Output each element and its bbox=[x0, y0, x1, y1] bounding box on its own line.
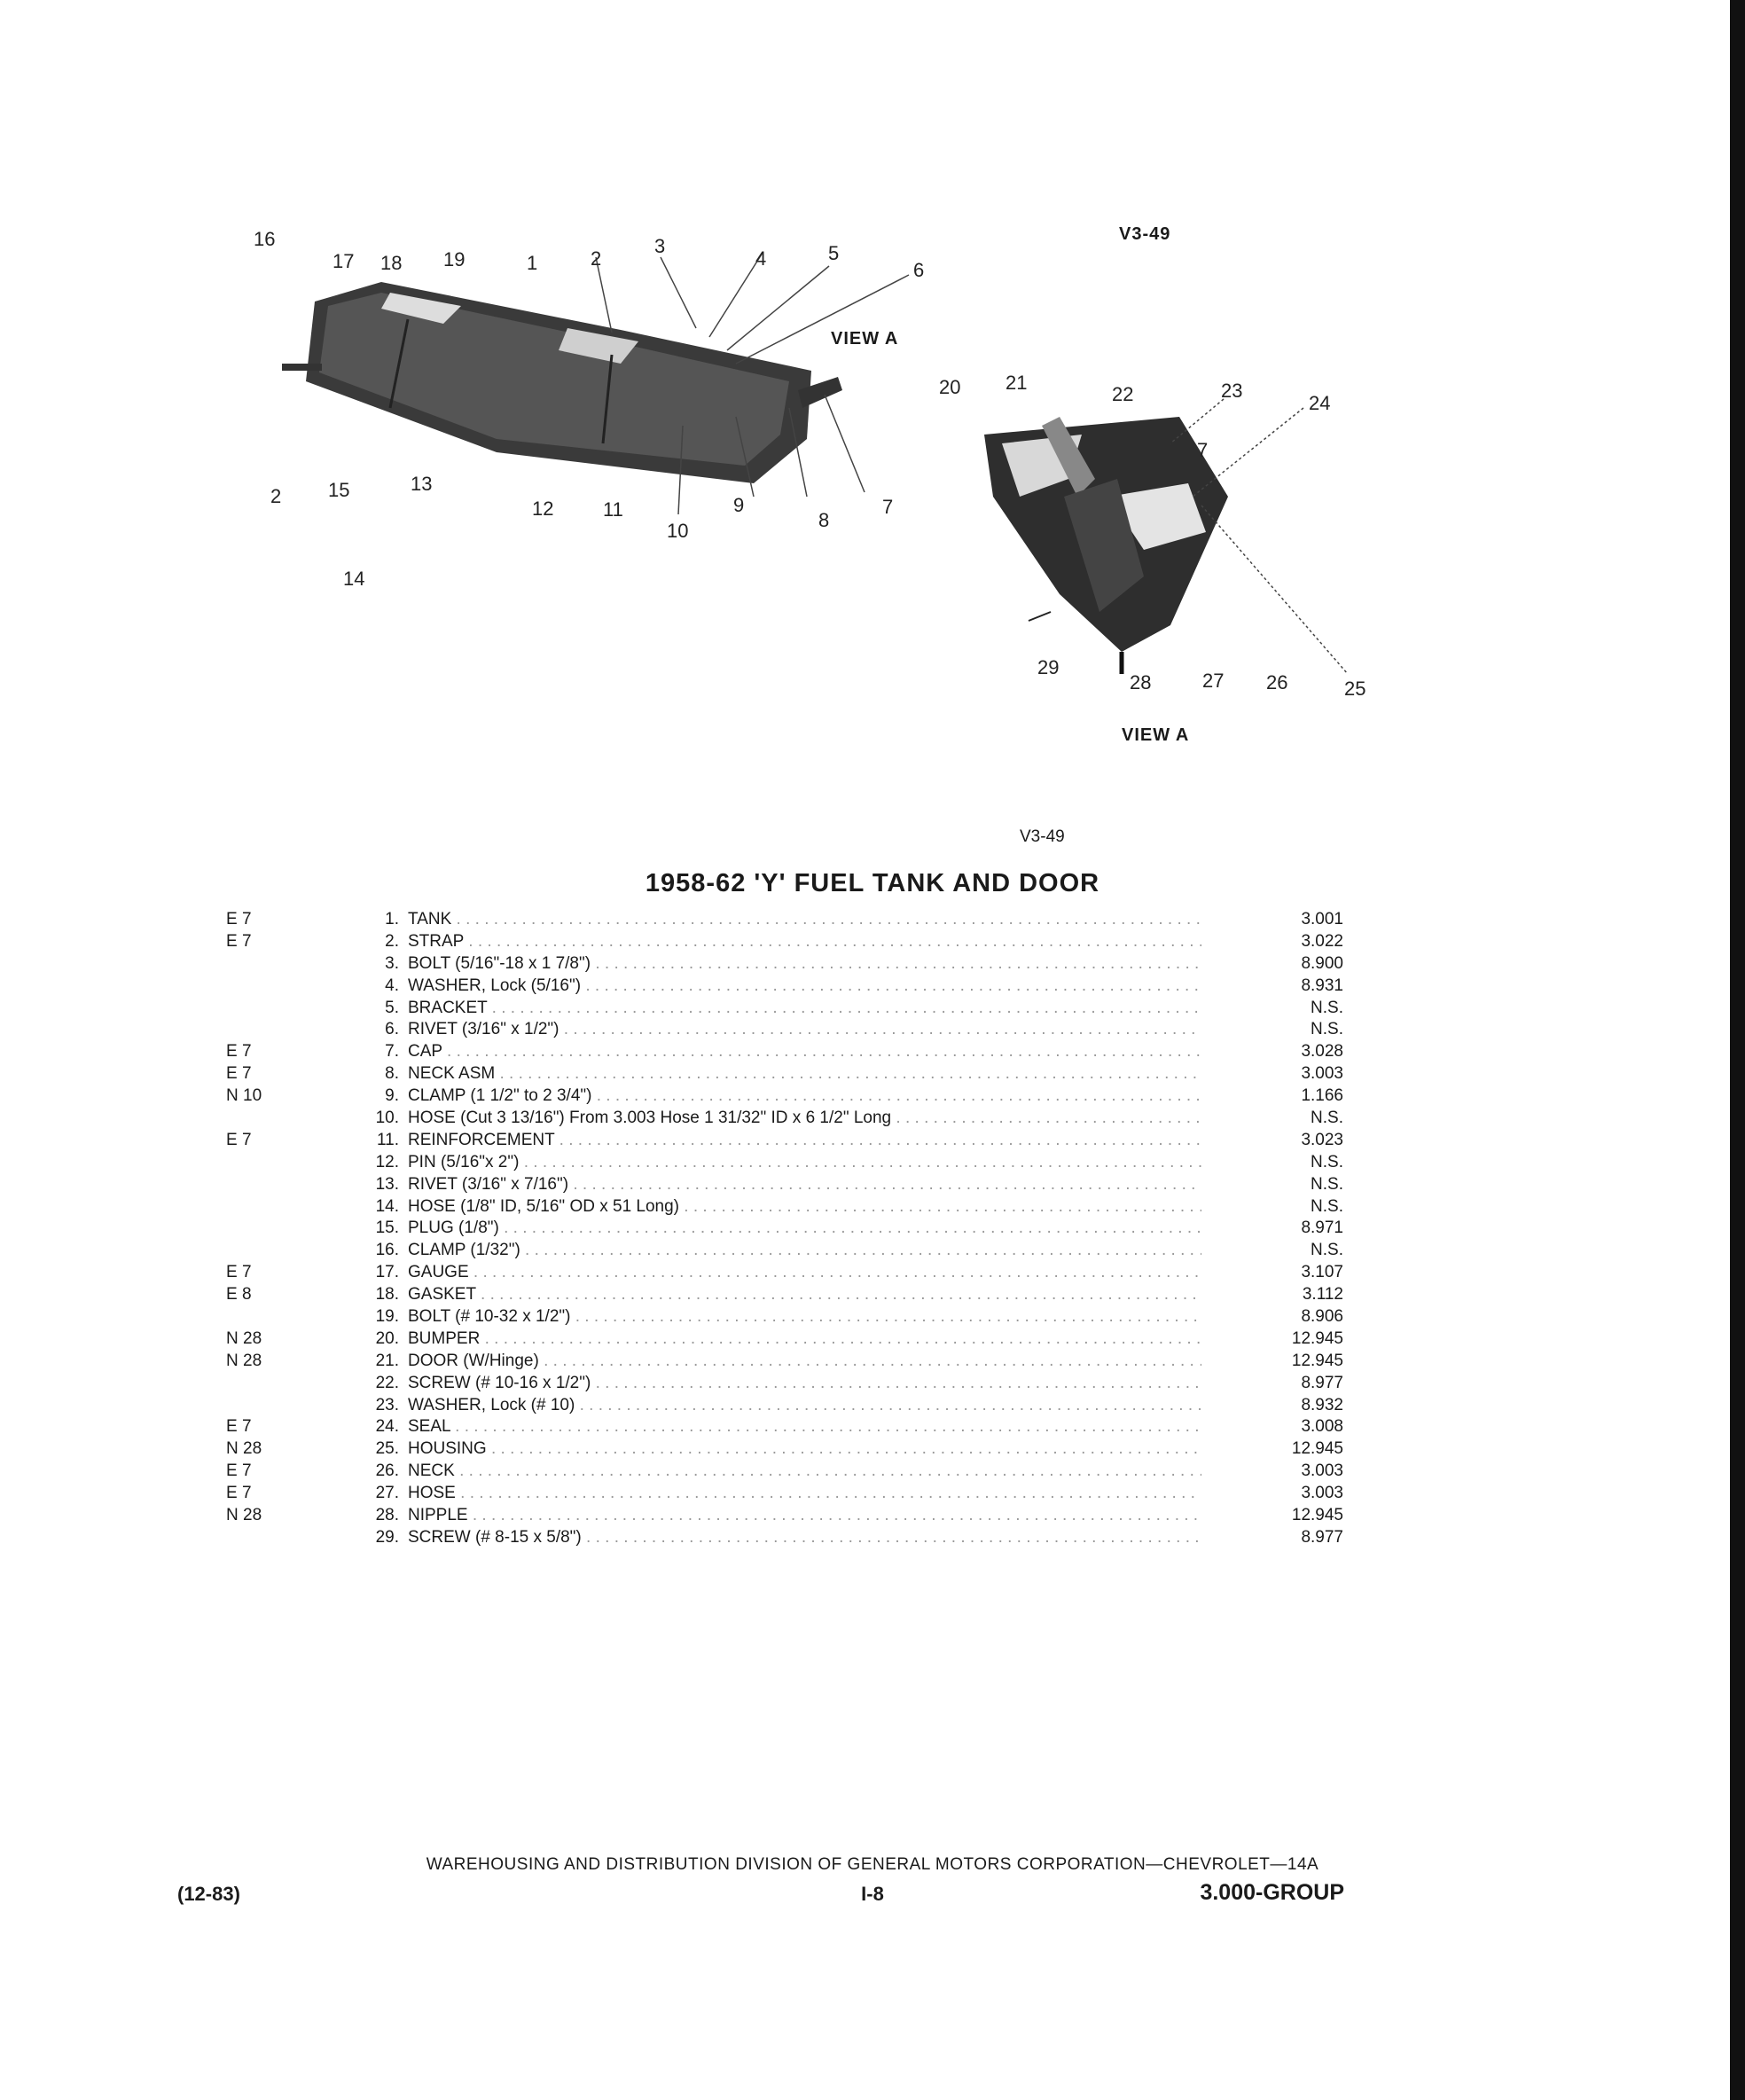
parts-group-number: 3.107 bbox=[1301, 1263, 1343, 1282]
parts-class-code: E 8 bbox=[226, 1285, 252, 1305]
ref-code-top: V3-49 bbox=[1119, 224, 1171, 244]
parts-description: BUMPER . . . bbox=[408, 1328, 1201, 1351]
callout-10: 10 bbox=[667, 520, 689, 542]
parts-description: CLAMP (1 1/2" to 2 3/4") . . . bbox=[408, 1085, 1201, 1108]
parts-description: SCREW (# 8-15 x 5/8") . . . bbox=[408, 1527, 1201, 1549]
parts-group-number: 1.166 bbox=[1301, 1086, 1343, 1106]
callout-17: 17 bbox=[333, 250, 355, 272]
callout-1: 1 bbox=[527, 252, 538, 274]
parts-row bbox=[226, 1152, 1343, 1174]
parts-row bbox=[226, 1527, 1343, 1549]
parts-class-code: E 7 bbox=[226, 1484, 252, 1503]
parts-item-number: 28. bbox=[375, 1506, 399, 1525]
view-a-label-bottom: VIEW A bbox=[1122, 725, 1190, 745]
callout-5: 5 bbox=[828, 242, 840, 264]
callout-3: 3 bbox=[654, 235, 666, 257]
parts-row bbox=[226, 1262, 1343, 1284]
parts-description: HOSE (1/8" ID, 5/16" OD x 51 Long) . . . bbox=[408, 1196, 1201, 1218]
parts-class-code: E 7 bbox=[226, 1042, 252, 1062]
parts-item-number: 1. bbox=[385, 910, 399, 929]
parts-row bbox=[226, 1063, 1343, 1085]
parts-class-code: N 28 bbox=[226, 1439, 262, 1459]
callout-4: 4 bbox=[755, 247, 767, 270]
footer-date: (12-83) bbox=[177, 1883, 240, 1905]
parts-row bbox=[226, 1085, 1343, 1108]
view-a-label-top: VIEW A bbox=[831, 329, 899, 349]
parts-item-number: 12. bbox=[375, 1152, 399, 1171]
parts-description: STRAP . . . bbox=[408, 931, 1201, 953]
parts-item-number: 29. bbox=[375, 1527, 399, 1547]
parts-group-number: 3.008 bbox=[1301, 1417, 1343, 1437]
parts-item-number: 7. bbox=[385, 1042, 399, 1062]
callout-25: 25 bbox=[1344, 678, 1366, 700]
parts-class-code: E 7 bbox=[226, 1263, 252, 1282]
parts-row bbox=[226, 1041, 1343, 1063]
callout-6: 6 bbox=[913, 259, 925, 281]
parts-group-number: 8.971 bbox=[1301, 1218, 1343, 1238]
parts-list bbox=[226, 909, 1343, 1549]
parts-description: WASHER, Lock (# 10) . . . bbox=[408, 1395, 1201, 1417]
callout-24: 24 bbox=[1309, 392, 1331, 414]
parts-class-code: N 10 bbox=[226, 1086, 262, 1106]
parts-description: HOUSING . . . bbox=[408, 1438, 1201, 1461]
parts-group-number: N.S. bbox=[1311, 1196, 1343, 1216]
view-a-drawing bbox=[984, 417, 1228, 674]
callout-8: 8 bbox=[818, 509, 830, 531]
callout-16: 16 bbox=[254, 228, 276, 250]
parts-class-code: N 28 bbox=[226, 1328, 262, 1348]
parts-group-number: 8.977 bbox=[1301, 1527, 1343, 1547]
parts-group-number: N.S. bbox=[1311, 1109, 1343, 1128]
parts-class-code: E 7 bbox=[226, 910, 252, 929]
scan-edge-border bbox=[1730, 0, 1745, 2100]
parts-group-number: 12.945 bbox=[1291, 1328, 1343, 1348]
parts-description: BOLT (5/16"-18 x 1 7/8") . . . bbox=[408, 953, 1201, 976]
parts-row bbox=[226, 931, 1343, 953]
parts-row bbox=[226, 1373, 1343, 1395]
footer-page-number: I-8 bbox=[861, 1883, 884, 1905]
callout-2: 2 bbox=[591, 247, 602, 270]
parts-description: NECK ASM . . . bbox=[408, 1063, 1201, 1085]
fuel-tank-drawing bbox=[282, 282, 842, 483]
parts-item-number: 4. bbox=[385, 976, 399, 995]
parts-group-number: 8.977 bbox=[1301, 1373, 1343, 1392]
parts-row bbox=[226, 1483, 1343, 1505]
parts-item-number: 18. bbox=[375, 1285, 399, 1305]
parts-class-code: N 28 bbox=[226, 1351, 262, 1370]
parts-item-number: 27. bbox=[375, 1484, 399, 1503]
parts-class-code: E 7 bbox=[226, 1064, 252, 1084]
parts-group-number: 3.001 bbox=[1301, 910, 1343, 929]
parts-item-number: 10. bbox=[375, 1109, 399, 1128]
callout-28: 28 bbox=[1130, 671, 1152, 693]
parts-description: NECK . . . bbox=[408, 1461, 1201, 1483]
footer-group: 3.000-GROUP bbox=[1200, 1880, 1344, 1905]
parts-item-number: 14. bbox=[375, 1196, 399, 1216]
parts-class-code: E 7 bbox=[226, 1130, 252, 1149]
parts-row bbox=[226, 1351, 1343, 1373]
callout-18: 18 bbox=[380, 252, 403, 274]
callout-26: 26 bbox=[1266, 671, 1288, 693]
exploded-diagram bbox=[0, 0, 1745, 798]
parts-group-number: 3.022 bbox=[1301, 931, 1343, 951]
parts-item-number: 6. bbox=[385, 1020, 399, 1039]
parts-row bbox=[226, 1438, 1343, 1461]
parts-item-number: 9. bbox=[385, 1086, 399, 1106]
callout-14: 14 bbox=[343, 568, 365, 590]
parts-description: GAUGE . . . bbox=[408, 1262, 1201, 1284]
parts-class-code: N 28 bbox=[226, 1506, 262, 1525]
parts-group-number: 3.023 bbox=[1301, 1130, 1343, 1149]
parts-row bbox=[226, 1019, 1343, 1041]
parts-description: BOLT (# 10-32 x 1/2") . . . bbox=[408, 1306, 1201, 1328]
parts-item-number: 16. bbox=[375, 1241, 399, 1260]
parts-group-number: N.S. bbox=[1311, 998, 1343, 1017]
parts-group-number: 3.112 bbox=[1302, 1285, 1343, 1305]
parts-group-number: 8.906 bbox=[1301, 1307, 1343, 1327]
parts-description: SCREW (# 10-16 x 1/2") . . . bbox=[408, 1373, 1201, 1395]
parts-group-number: 12.945 bbox=[1291, 1506, 1343, 1525]
parts-row bbox=[226, 998, 1343, 1020]
parts-item-number: 2. bbox=[385, 931, 399, 951]
parts-description: REINFORCEMENT . . . bbox=[408, 1130, 1201, 1152]
parts-description: RIVET (3/16" x 7/16") . . . bbox=[408, 1174, 1201, 1196]
parts-item-number: 15. bbox=[375, 1218, 399, 1238]
parts-group-number: 12.945 bbox=[1291, 1439, 1343, 1459]
parts-group-number: 8.900 bbox=[1301, 953, 1343, 973]
parts-group-number: N.S. bbox=[1311, 1152, 1343, 1171]
callout-2b: 2 bbox=[270, 485, 282, 507]
parts-group-number: N.S. bbox=[1311, 1020, 1343, 1039]
parts-description: RIVET (3/16" x 1/2") . . . bbox=[408, 1019, 1201, 1041]
callout-7b: 7 bbox=[1197, 439, 1209, 461]
parts-item-number: 25. bbox=[375, 1439, 399, 1459]
parts-row bbox=[226, 909, 1343, 931]
parts-description: GASKET . . . bbox=[408, 1284, 1201, 1306]
parts-row bbox=[226, 1328, 1343, 1351]
callout-23: 23 bbox=[1221, 380, 1243, 402]
parts-item-number: 21. bbox=[375, 1351, 399, 1370]
parts-item-number: 11. bbox=[376, 1130, 399, 1149]
parts-item-number: 3. bbox=[385, 953, 399, 973]
callout-20: 20 bbox=[939, 376, 961, 398]
callout-15: 15 bbox=[328, 479, 350, 501]
parts-group-number: 3.003 bbox=[1301, 1484, 1343, 1503]
parts-description: DOOR (W/Hinge) . . . bbox=[408, 1351, 1201, 1373]
page-title: 1958-62 'Y' FUEL TANK AND DOOR bbox=[645, 869, 1100, 897]
parts-row bbox=[226, 1240, 1343, 1262]
parts-row bbox=[226, 1416, 1343, 1438]
footer-publisher-line: WAREHOUSING AND DISTRIBUTION DIVISION OF GENERAL MOTORS CORPORATION—CHEVROLET—14A bbox=[426, 1855, 1319, 1874]
parts-group-number: 3.028 bbox=[1301, 1042, 1343, 1062]
parts-description: HOSE (Cut 3 13/16") From 3.003 Hose 1 31/32" ID x 6 1/2" Long . . . bbox=[408, 1108, 1201, 1130]
parts-row bbox=[226, 1174, 1343, 1196]
parts-row bbox=[226, 1461, 1343, 1483]
parts-group-number: N.S. bbox=[1311, 1241, 1343, 1260]
parts-description: PLUG (1/8") . . . bbox=[408, 1218, 1201, 1240]
parts-group-number: 3.003 bbox=[1301, 1064, 1343, 1084]
parts-class-code: E 7 bbox=[226, 1417, 252, 1437]
parts-description: HOSE . . . bbox=[408, 1483, 1201, 1505]
callout-27: 27 bbox=[1202, 670, 1225, 692]
parts-item-number: 8. bbox=[385, 1064, 399, 1084]
parts-class-code: E 7 bbox=[226, 1461, 252, 1481]
parts-row bbox=[226, 1284, 1343, 1306]
parts-description: WASHER, Lock (5/16") . . . bbox=[408, 976, 1201, 998]
parts-row bbox=[226, 1306, 1343, 1328]
parts-row bbox=[226, 1196, 1343, 1218]
parts-row bbox=[226, 976, 1343, 998]
parts-row bbox=[226, 953, 1343, 976]
parts-description: BRACKET . . . bbox=[408, 998, 1201, 1020]
callout-19: 19 bbox=[443, 248, 466, 270]
parts-group-number: 3.003 bbox=[1301, 1461, 1343, 1481]
callout-12: 12 bbox=[532, 498, 554, 520]
parts-group-number: 12.945 bbox=[1291, 1351, 1343, 1370]
parts-description: CLAMP (1/32") . . . bbox=[408, 1240, 1201, 1262]
callout-22: 22 bbox=[1112, 383, 1134, 405]
parts-row bbox=[226, 1505, 1343, 1527]
parts-class-code: E 7 bbox=[226, 931, 252, 951]
parts-item-number: 26. bbox=[375, 1461, 399, 1481]
parts-description: CAP . . . bbox=[408, 1041, 1201, 1063]
parts-description: SEAL . . . bbox=[408, 1416, 1201, 1438]
parts-item-number: 13. bbox=[375, 1174, 399, 1194]
parts-row bbox=[226, 1218, 1343, 1240]
callout-29: 29 bbox=[1037, 656, 1060, 678]
parts-group-number: N.S. bbox=[1311, 1174, 1343, 1194]
callout-11: 11 bbox=[603, 498, 623, 521]
parts-group-number: 8.931 bbox=[1301, 976, 1343, 995]
callout-9: 9 bbox=[733, 494, 745, 516]
parts-item-number: 17. bbox=[375, 1263, 399, 1282]
parts-row bbox=[226, 1395, 1343, 1417]
parts-item-number: 22. bbox=[375, 1373, 399, 1392]
ref-code-bottom: V3-49 bbox=[1020, 827, 1065, 846]
parts-description: NIPPLE . . . bbox=[408, 1505, 1201, 1527]
callout-7: 7 bbox=[882, 496, 894, 518]
parts-item-number: 23. bbox=[375, 1395, 399, 1414]
parts-item-number: 20. bbox=[375, 1328, 399, 1348]
parts-row bbox=[226, 1108, 1343, 1130]
parts-row bbox=[226, 1130, 1343, 1152]
callout-21: 21 bbox=[1006, 372, 1028, 394]
fuel-tank-illustration bbox=[0, 0, 1745, 798]
parts-item-number: 5. bbox=[385, 998, 399, 1017]
parts-item-number: 24. bbox=[375, 1417, 399, 1437]
parts-description: PIN (5/16"x 2") . . . bbox=[408, 1152, 1201, 1174]
parts-group-number: 8.932 bbox=[1301, 1395, 1343, 1414]
parts-item-number: 19. bbox=[375, 1307, 399, 1327]
parts-description: TANK . . . bbox=[408, 909, 1201, 931]
callout-13: 13 bbox=[411, 473, 433, 495]
